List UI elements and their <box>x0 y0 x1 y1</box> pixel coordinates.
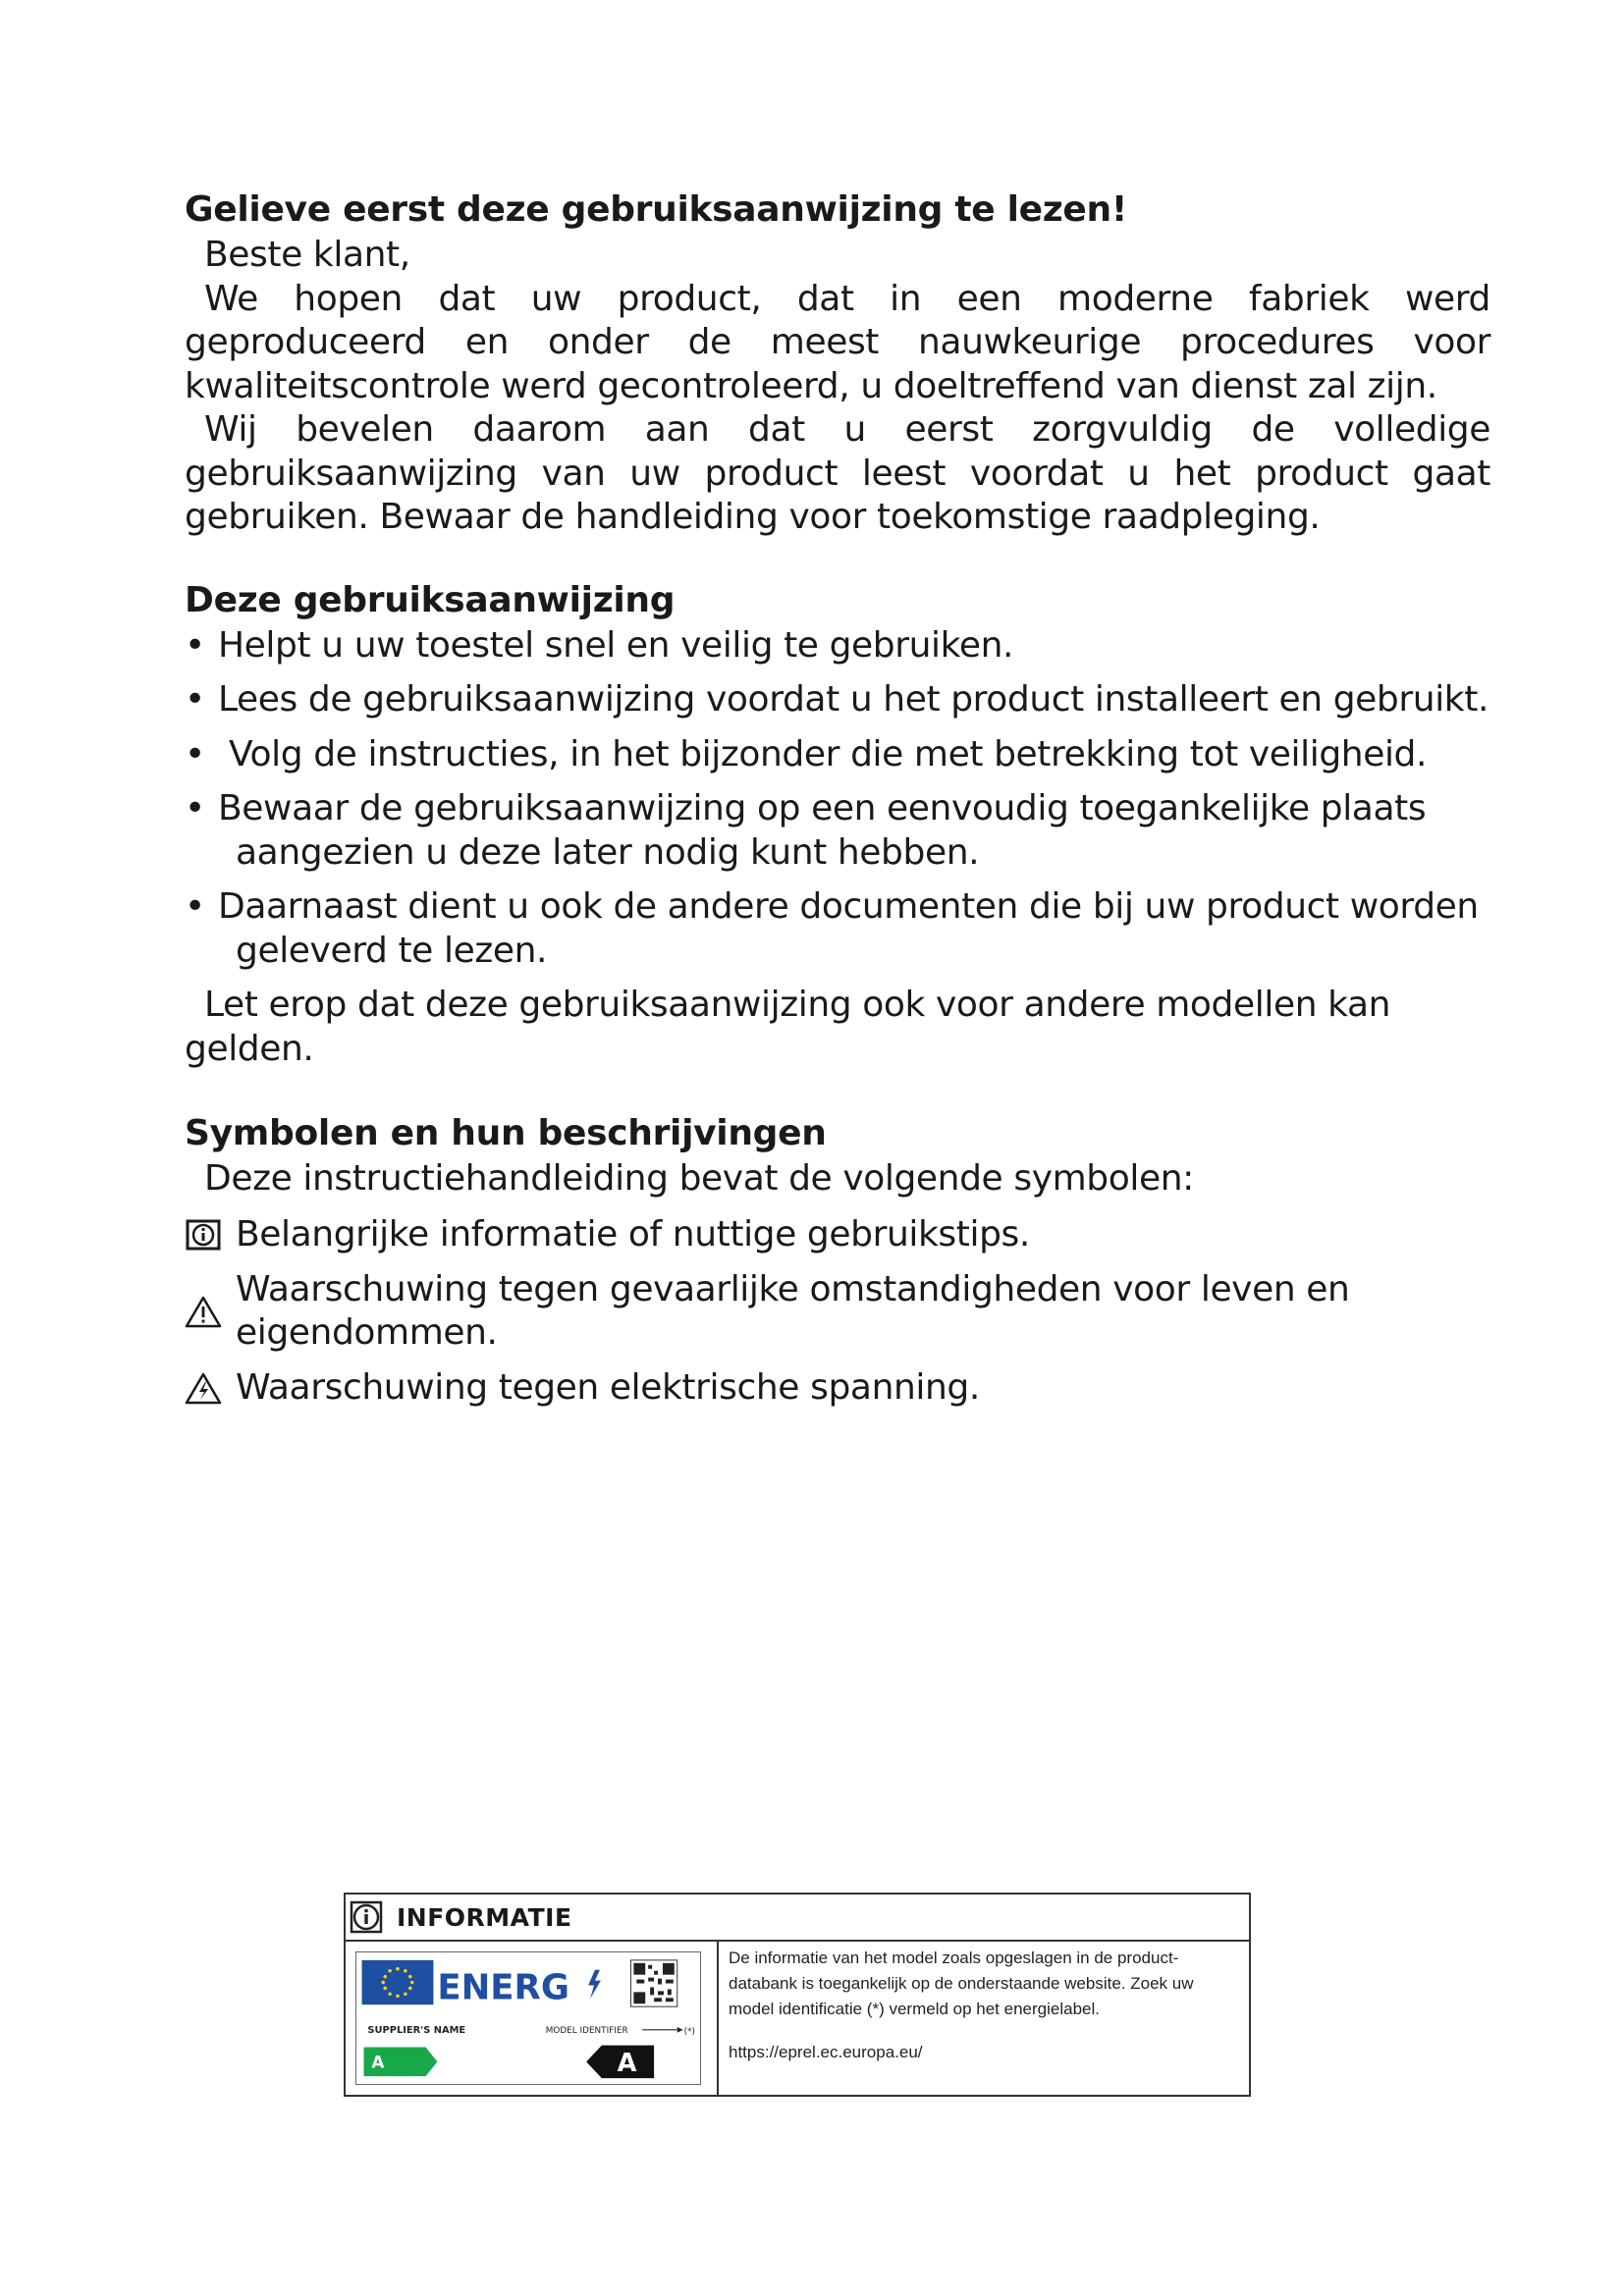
symbol-row-info <box>185 1213 1490 1256</box>
info-icon <box>350 1900 383 1934</box>
symbol-text-warning: Waarschuwing tegen gevaarlijke omstandigheden voor leven en eigendommen. <box>236 1268 1350 1353</box>
qr-code-icon <box>630 1960 677 2006</box>
list-item: • Daarnaast dient u ook de andere documenten die bij uw product worden geleverd te lezen. <box>185 886 1479 971</box>
symbol-text-electric: Waarschuwing tegen elektrische spanning. <box>236 1366 980 1408</box>
list-item: • Helpt u uw toestel snel en veilig te gebruiken. <box>185 624 1014 666</box>
svg-text:A: A <box>617 2049 637 2079</box>
info-icon <box>185 1218 222 1252</box>
document-page <box>185 187 1490 1410</box>
intro-paragraph-2: Wij bevelen daarom aan dat u eerst zorgvuldig de volledige gebruiksaanwijzing van uw product leest voordat u het product gaat gebruiken. Bewaar de handleiding voor toekomstige raadpleging. <box>185 409 1490 537</box>
symbols-heading: Symbolen en hun beschrijvingen <box>185 1113 827 1153</box>
list-item: • Lees de gebruiksaanwijzing voordat u het product installeert en gebruikt. <box>185 679 1489 720</box>
manual-note: Let erop dat deze gebruiksaanwijzing ook voor andere modellen kan gelden. <box>185 985 1391 1069</box>
eprel-link[interactable]: https://eprel.ec.europa.eu/ <box>729 2043 923 2061</box>
electric-warning-icon <box>185 1371 222 1405</box>
intro-paragraph-1: We hopen dat uw product, dat in een moderne fabriek werd geproduceerd en onder de meest nauwkeurige procedures voor kwaliteitscontrole werd gecontroleerd, u doeltreffend van dienst zal zijn. <box>185 278 1490 406</box>
svg-text:A: A <box>371 2052 385 2072</box>
manual-heading: Deze gebruiksaanwijzing <box>185 579 676 620</box>
energy-label <box>355 1951 701 2085</box>
lightning-icon <box>588 1970 601 2000</box>
information-text-cell <box>719 1942 1249 2095</box>
warning-icon <box>185 1295 222 1328</box>
intro-heading: Gelieve eerst deze gebruiksaanwijzing te lezen! <box>185 189 1127 230</box>
greeting: Beste klant, <box>204 235 410 275</box>
symbols-intro: Deze instructiehandleiding bevat de volgende symbolen: <box>204 1158 1194 1199</box>
svg-text:(*): (*) <box>683 2026 695 2037</box>
symbol-row-warning <box>185 1268 1490 1355</box>
list-item: • Volg de instructies, in het bijzonder die met betrekking tot veiligheid. <box>185 733 1428 774</box>
energy-text: ENERG <box>437 1967 569 2008</box>
symbol-text-info: Belangrijke informatie of nuttige gebruikstips. <box>236 1213 1030 1255</box>
svg-text:SUPPLIER'S NAME: SUPPLIER'S NAME <box>367 2024 466 2036</box>
svg-text:MODEL IDENTIFIER: MODEL IDENTIFIER <box>545 2025 628 2036</box>
list-item: • Bewaar de gebruiksaanwijzing op een eenvoudig toegankelijke plaats aangezien u deze later nodig kunt hebben. <box>185 788 1427 873</box>
eu-flag-icon <box>362 1960 434 2004</box>
manual-bullet-list <box>185 624 1490 974</box>
information-title: INFORMATIE <box>397 1902 572 1932</box>
information-box <box>344 1893 1251 2097</box>
information-description: De informatie van het model zoals opgeslagen in de product-databank is toegankelijk op de onderstaande website. Zoek uw model identificatie (*) vermeld op het energielabel. <box>729 1949 1194 2018</box>
symbol-row-electric <box>185 1366 1490 1410</box>
information-header <box>346 1895 1249 1942</box>
energy-label-cell <box>346 1942 719 2095</box>
